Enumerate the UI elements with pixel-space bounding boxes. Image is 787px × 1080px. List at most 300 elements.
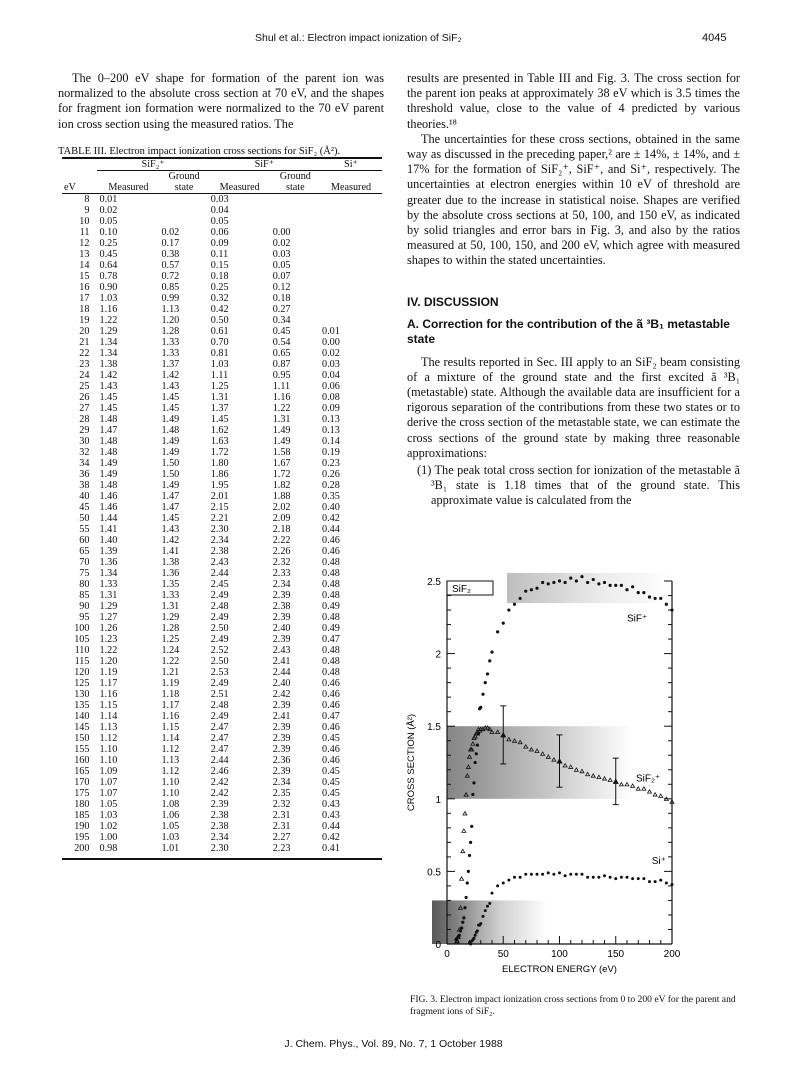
table-cell: 1.45 [99,391,118,403]
table-cell: 200 [74,842,90,854]
table-cell: 1.39 [99,545,118,557]
table-cell: 140 [74,710,90,722]
table-cell: 2.35 [272,787,291,799]
table-col-header: Ground [168,170,200,182]
table-cell: 1.38 [161,556,180,568]
table-cell: 1.43 [161,523,180,535]
table-row [62,568,382,579]
table-cell: 0.42 [210,303,229,315]
table-row [62,711,382,722]
sif-point [654,597,657,600]
si-point [491,892,494,895]
table-cell: 1.36 [161,567,180,579]
si-point [569,873,572,876]
table-cell: 0.04 [321,369,340,381]
table-cell: 165 [74,765,90,777]
table-cell: 70 [79,556,90,568]
table-cell: 0.61 [210,325,229,337]
table-row [62,403,382,414]
table-cell: 1.45 [99,402,118,414]
table-cell: 1.31 [99,589,118,601]
right-paragraph-2: The uncertainties for these cross sections, obtained in the same way as discussed in the preceding paper,² are ± 14%, ± 14%, and ± 17% for the formation of SiF₂⁺, SiF⁺, and Si⁺, respectively. The uncertainties at electron energies within 10 eV of threshold are greater due to the increase in statistical noise. Shapes are verified by the absolute cross sections at 50, 100, and 150 eV, as indicated by solid triangles and error bars in Fig. 3, and also by the ratios measured at 50, 100, 150, and 200 eV, which agree with measured shapes to within the stated uncertainties. [407,131,740,268]
table-row [62,557,382,568]
table-cell: 1.45 [210,413,229,425]
table-cell: 21 [79,336,90,348]
sif-point [496,630,499,633]
table-cell [271,216,320,227]
sif2-point [653,793,657,796]
table-cell: 0.72 [161,270,180,282]
table-cell: 1.72 [210,446,229,458]
running-title: Shul et al.: Electron impact ionization of SiF₂ [255,32,462,44]
sif-point [631,585,634,588]
table-cell: 185 [74,809,90,821]
right-paragraph-1: results are presented in Table III and Fig. 3. The cross section for the parent ion peaks at approximately 38 eV which is 3.5 times the threshold value, close to the value of 4 predicted by various theories.¹⁸ [407,71,740,131]
table-cell: 0.90 [99,281,118,293]
si-point [507,879,510,882]
table-cell: 1.72 [272,468,291,480]
sif-point [569,576,572,579]
table-cell: 2.09 [272,512,291,524]
table-cell: 0.70 [210,336,229,348]
table-cell: 0.64 [99,259,118,271]
table-cell: 0.04 [210,204,229,216]
table-row [62,359,382,370]
table-cell: 2.39 [272,699,291,711]
table-cell: 2.52 [210,644,229,656]
table-row [62,656,382,667]
table-cell: 0.48 [321,655,340,667]
table-cell: 2.48 [210,699,229,711]
table-cell: 1.47 [161,501,180,513]
table-cell: 145 [74,721,90,733]
table-cell: 0.48 [321,589,340,601]
table-row [62,193,382,205]
table-cell: 1.31 [210,391,229,403]
table-cell: 90 [79,600,90,612]
table-cell: 1.03 [210,358,229,370]
si-point [659,879,662,882]
sif-point [620,584,623,587]
si-point [654,880,657,883]
table-cell: 1.13 [161,754,180,766]
table-cell: 1.44 [99,512,118,524]
table-cell: 22 [79,347,90,359]
si-point [519,876,522,879]
table-cell: 2.39 [272,633,291,645]
si-point [631,877,634,880]
si-point [642,877,645,880]
sif-point [586,581,589,584]
table-cell: 2.39 [272,589,291,601]
y-axis-label: CROSS SECTION (Å²) [406,713,417,812]
table-row [62,260,382,271]
table-row [62,755,382,766]
x-tick-label: 0 [444,949,450,960]
table-cell: 1.25 [161,633,180,645]
table-cell: 1.22 [272,402,291,414]
table-cell: 2.39 [272,721,291,733]
table-row [62,216,382,227]
table-row [62,458,382,469]
table-cell: 0.14 [321,435,340,447]
table-row [62,546,382,557]
table-cell: 2.47 [210,743,229,755]
table-cell: 1.05 [99,798,118,810]
table-cell: 1.11 [210,369,229,381]
table-row [62,370,382,381]
si-point [586,876,589,879]
table-cell: 1.46 [99,501,118,513]
table-cell: 105 [74,633,90,645]
table-cell: 180 [74,798,90,810]
table-cell: 2.47 [210,721,229,733]
sif2-point [648,790,652,793]
table-cell: 2.38 [210,545,229,557]
table-cell: 19 [79,314,90,326]
si-point [469,943,472,946]
table-cell: 2.34 [272,776,291,788]
table-row [62,392,382,403]
si-point [547,871,550,874]
table-cell: 1.48 [161,424,180,436]
table-cell: 2.43 [272,644,291,656]
table-cell: 0.00 [272,226,291,238]
sif-point [597,582,600,585]
table-cell: 29 [79,424,90,436]
table-row [62,227,382,238]
table-cell [320,271,382,282]
sif-point [541,581,544,584]
table-cell: 1.86 [210,468,229,480]
table-cell: 1.38 [99,358,118,370]
table-cell: 2.23 [272,842,291,854]
table-cell [159,216,208,227]
table-cell: 175 [74,787,90,799]
table-row [62,601,382,612]
table-cell: 2.32 [272,798,291,810]
table-col-header: state [271,182,320,194]
table-cell: 75 [79,567,90,579]
table-cell: 1.49 [161,479,180,491]
table-row [62,271,382,282]
table-cell: 1.00 [99,831,118,843]
table-cell: 0.46 [321,545,340,557]
table-cell: 1.18 [161,688,180,700]
table-cell: 1.48 [99,479,118,491]
table-cell: 2.27 [272,831,291,843]
x-tick-label: 200 [663,949,681,960]
sif2-point [460,877,464,880]
right-column [407,71,740,509]
sif-point [614,584,617,587]
sif-point [524,590,527,593]
table-cell: 2.38 [210,809,229,821]
table-caption: TABLE III. Electron impact ionization cross sections for SiF₂ (Å²). [58,145,341,157]
table-cell: 1.50 [161,468,180,480]
sif-point [476,743,479,746]
table-cell: 2.41 [272,655,291,667]
table-cell: 2.38 [210,820,229,832]
table-cell: 0.87 [272,358,291,370]
table-cell: 1.15 [99,699,118,711]
table-cell: 195 [74,831,90,843]
table-row [62,447,382,458]
table-cell: 1.16 [161,710,180,722]
sif-point [580,575,583,578]
si-point [486,905,489,908]
table-cell: 0.13 [321,413,340,425]
table-cell: 0.25 [210,281,229,293]
table-cell: 1.12 [161,765,180,777]
si-point [564,874,567,877]
table-cell [320,293,382,304]
table-cell: 1.11 [272,380,291,392]
table-col-header: Measured [320,182,382,194]
sif-point [659,597,662,600]
table-cell [159,193,208,205]
table-row [62,612,382,623]
si-point [479,922,482,925]
table-cell: 0.46 [321,534,340,546]
table-cell: 1.50 [161,457,180,469]
table-cell: 0.03 [210,193,229,205]
table-cell: 32 [79,446,90,458]
table-cell: 1.29 [99,600,118,612]
table-cell: 160 [74,754,90,766]
table-cell [320,304,382,315]
table-cell: 1.19 [99,666,118,678]
table-cell: 1.62 [210,424,229,436]
sif-point [463,906,466,909]
table-cell: 25 [79,380,90,392]
x-axis-label: ELECTRON ENERGY (eV) [502,964,617,975]
table-cell [320,249,382,260]
table-cell: 1.24 [161,644,180,656]
sif-point [637,591,640,594]
table-cell: 155 [74,743,90,755]
table-row [62,282,382,293]
table-cell: 11 [79,226,90,238]
table-group-header: SiF⁺ [209,158,320,171]
table-cell: 0.40 [321,501,340,513]
table-cell [159,205,208,216]
series-label-sif: SiF⁺ [627,613,648,625]
x-tick-label: 150 [607,949,625,960]
si-point [637,877,640,880]
table-cell: 0.38 [161,248,180,260]
table-cell: 1.47 [161,490,180,502]
table-row [62,722,382,733]
table-cell: 1.22 [161,655,180,667]
si-point [609,876,612,879]
table-cell: 1.42 [161,369,180,381]
sif-point [670,608,673,611]
table-cell: 2.51 [210,688,229,700]
sif-point [468,854,471,857]
table-cell: 0.99 [161,292,180,304]
table-cell: 1.17 [99,677,118,689]
table-cell: 0.45 [321,765,340,777]
table-cell: 0.48 [321,578,340,590]
sif-point [486,672,489,675]
table-cell: 38 [79,479,90,491]
table-row [62,799,382,810]
table-cell: 15 [79,270,90,282]
si-point [558,871,561,874]
table-col-header: Measured [209,182,271,194]
table-row [62,304,382,315]
table-cell: 1.28 [161,622,180,634]
table-cell: 0.48 [321,556,340,568]
si-point [473,937,476,940]
table-cell: 1.34 [99,336,118,348]
table-cell: 1.12 [161,743,180,755]
table-row [62,502,382,513]
table-cell: 0.45 [321,732,340,744]
table-cell: 0.05 [99,215,118,227]
table-cell: 0.65 [272,347,291,359]
sif-point [564,581,567,584]
si-point [592,876,595,879]
table-cell: 0.02 [272,237,291,249]
sif-point [474,761,477,764]
table-row [62,491,382,502]
table-cell: 190 [74,820,90,832]
table-row [62,590,382,601]
table-row [62,788,382,799]
table-cell: 2.22 [272,534,291,546]
si-point [488,902,491,905]
table-cell: 2.47 [210,732,229,744]
table-row [62,414,382,425]
sif-point [469,841,472,844]
table-cell: 2.18 [272,523,291,535]
table-cell: 1.41 [99,523,118,535]
table-cell: 0.49 [321,622,340,634]
table-cell: 1.45 [161,512,180,524]
table-cell: 0.32 [210,292,229,304]
series-label-si: Si⁺ [651,856,666,868]
table-row [62,513,382,524]
sif2-point [659,794,663,797]
si-point [482,915,485,918]
si-point [575,873,578,876]
si-point [671,883,674,886]
sif2-point [462,829,466,832]
table-cell: 0.18 [272,292,291,304]
table-cell: 2.34 [210,534,229,546]
table-cell: 2.21 [210,512,229,524]
table-row [62,744,382,755]
sif-point [513,603,516,606]
sif-point [642,591,645,594]
table-cell: 1.33 [99,578,118,590]
table-cell: 2.34 [210,831,229,843]
table-row [62,326,382,337]
table-cell: 0.13 [321,424,340,436]
table-cell: 1.63 [210,435,229,447]
sif-point [609,584,612,587]
table-row [62,700,382,711]
table-cell: 0.12 [272,281,291,293]
table-cell: 1.49 [272,435,291,447]
table-cell: 2.40 [272,677,291,689]
sif-point [552,581,555,584]
page-number: 4045 [702,32,727,44]
table-cell: 2.42 [272,688,291,700]
table-cell: 0.48 [321,644,340,656]
table-cell: 1.43 [99,380,118,392]
si-point [496,884,499,887]
table-row [62,205,382,216]
si-point [530,873,533,876]
table-cell: 34 [79,457,90,469]
si-point [665,882,668,885]
sif-point [479,706,482,709]
table-cell: 110 [74,644,90,656]
table-cell: 0.01 [99,193,118,205]
sif-point [625,588,628,591]
table-cell: 1.29 [99,325,118,337]
table-cell: 2.46 [210,765,229,777]
table-col-header: Measured [97,182,159,194]
table-cell: 2.39 [210,798,229,810]
table-cell: 0.45 [321,787,340,799]
table-cell: 0.95 [272,369,291,381]
table-row [62,348,382,359]
table-cell: 1.10 [99,743,118,755]
table-cell: 115 [74,655,90,667]
table-cell: 1.13 [161,303,180,315]
sif-point [484,681,487,684]
table-cell: 0.35 [321,490,340,502]
table-cell: 0.09 [321,402,340,414]
table-cell: 1.25 [210,380,229,392]
table-cell: 1.20 [99,655,118,667]
y-tick-label: 0.5 [427,867,441,879]
table-cell: 1.10 [161,776,180,788]
table-cell: 0.43 [321,809,340,821]
table-cell: 1.80 [210,457,229,469]
table-cell: 0.48 [321,666,340,678]
table-row [62,469,382,480]
table-cell: 17 [79,292,90,304]
table-cell: 1.58 [272,446,291,458]
table-cell: 55 [79,523,90,535]
table-cell: 1.67 [272,457,291,469]
si-point [626,876,629,879]
si-point [484,909,487,912]
table-cell: 1.42 [161,534,180,546]
left-column [58,71,384,860]
table-cell: 2.49 [210,677,229,689]
subsection-heading: A. Correction for the contribution of the ã ³B₁ metastable state [407,316,730,346]
table-row [62,337,382,348]
table-cell: 50 [79,512,90,524]
table-cell: 2.30 [210,842,229,854]
table-cell: 2.43 [210,556,229,568]
table-cell: 1.10 [161,787,180,799]
table-cell: 1.33 [161,336,180,348]
table-cell: 0.47 [321,710,340,722]
table-cell: 2.50 [210,655,229,667]
table-cell: 2.38 [272,600,291,612]
sif-point [558,579,561,582]
table-cell: 0.46 [321,688,340,700]
table-cell: 2.49 [210,633,229,645]
table-cell: 40 [79,490,90,502]
